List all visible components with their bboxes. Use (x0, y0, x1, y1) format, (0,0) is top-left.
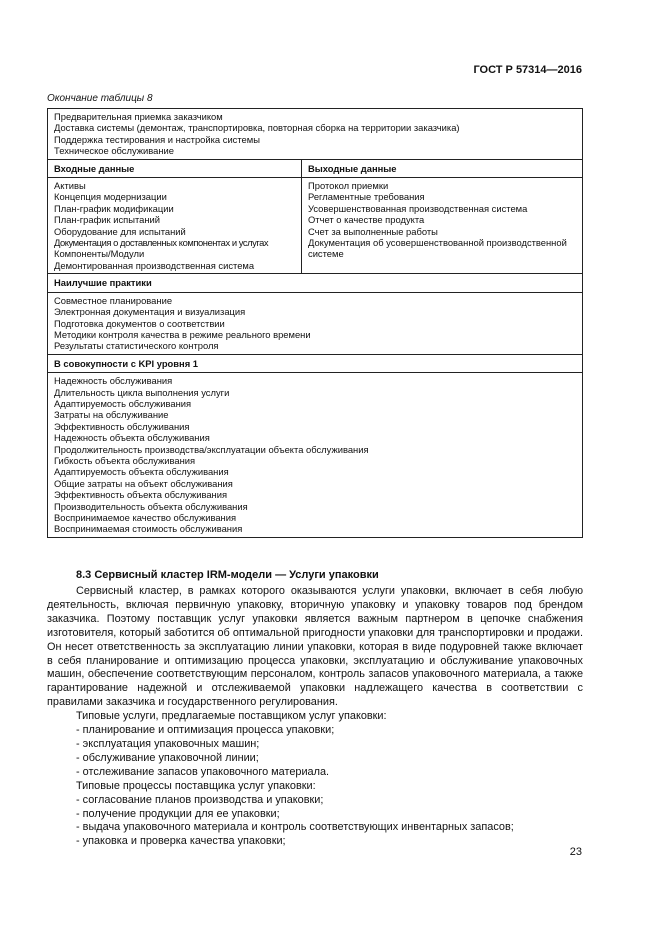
list-item: Методики контроля качества в режиме реального времени (54, 328, 311, 340)
list-item: Надежность объекта обслуживания (54, 432, 210, 444)
list-item: Воспринимаемое качество обслуживания (54, 512, 237, 523)
list-item: Эффективность объекта обслуживания (54, 489, 228, 501)
list-item: Длительность цикла выполнения услуги (54, 386, 230, 398)
list-item: - согласование планов производства и упаковки; (76, 793, 324, 806)
table-row (48, 354, 583, 372)
list-item: Эффективность обслуживания (54, 420, 190, 432)
services-intro: Типовые услуги, предлагаемые поставщиком услуг упаковки: (76, 710, 387, 723)
inputs-cell (48, 178, 302, 274)
best-practices-cell (48, 292, 583, 354)
body-paragraph: Сервисный кластер, в рамках которого оказываются услуги упаковки, включает в себя любую деятельность, включая первичную упаковку, вторичную упаковку и упаковку товаров под брендом заказчика. Поэтому поставщик услуг упаковки является важным партнером в цепочке снабжения изготовителя, который заботится об оптимальной пригодности упаковки для транспортировки и продажи. Он несет ответственность за эксплуатацию линии упаковки, которая в виде подуровней также включает в себя планирование и оптимизацию процесса упаковки, эксплуатацию и обслуживание упаковочных машин, обеспечение соответствующим персоналом, контроль запасов упаковочного материала, а также гарантирование надежной и отслеживаемой упаковки надлежащего качества в соответствии с правилами заказчика и государственного регулирования. (47, 585, 583, 709)
best-practices-header: Наилучшие практики (48, 274, 583, 292)
page-number: 23 (569, 846, 582, 858)
list-item: - упаковка и проверка качества упаковки; (76, 835, 286, 848)
list-item: Надежность обслуживания (54, 375, 173, 387)
document-id: ГОСТ Р 57314—2016 (473, 64, 582, 76)
table-row (48, 373, 583, 538)
kpi-cell (48, 373, 583, 538)
list-item: - отслеживание запасов упаковочного материала. (76, 765, 330, 778)
section-title: 8.3 Сервисный кластер IRM-модели — Услуги упаковки (76, 569, 379, 581)
list-item: Гибкость объекта обслуживания (54, 454, 196, 466)
list-item: Усовершенствованная производственная система (308, 202, 528, 214)
outputs-cell (302, 178, 583, 274)
table-caption: Окончание таблицы 8 (47, 93, 153, 104)
list-item: Продолжительность производства/эксплуатации объекта обслуживания (54, 443, 369, 455)
section-body (47, 585, 583, 849)
list-item: Адаптируемость объекта обслуживания (54, 466, 229, 478)
list-item: Техническое обслуживание (54, 145, 174, 157)
list-item: Производительность объекта обслуживания (54, 500, 248, 512)
list-item: План-график испытаний (54, 214, 161, 226)
list-item: - эксплуатация упаковочных машин; (76, 737, 260, 750)
list-item: Оборудование для испытаний (54, 225, 186, 237)
table-row (48, 109, 583, 160)
list-item: Доставка системы (демонтаж, транспортировка, повторная сборка на территории заказчика) (54, 122, 460, 134)
list-item: Результаты статистического контроля (54, 340, 219, 352)
list-item: Компоненты/Модули (54, 248, 145, 260)
input-header: Входные данные (48, 159, 302, 177)
list-item: - обслуживание упаковочной линии; (76, 751, 259, 764)
table-row (48, 292, 583, 354)
list-item: - выдача упаковочного материала и контроль соответствующих инвентарных запасов; (76, 821, 514, 834)
list-item: Регламентные требования (308, 191, 425, 203)
list-item: Воспринимаемая стоимость обслуживания (54, 523, 243, 535)
list-item: Поддержка тестирования и настройка системы (54, 133, 260, 145)
list-item: Документация о доставленных компонентах и услугах (54, 237, 269, 249)
list-item: План-график модификации (54, 202, 174, 214)
kpi-header: В совокупности с KPI уровня 1 (48, 354, 583, 372)
list-item: - планирование и оптимизация процесса упаковки; (76, 724, 335, 737)
list-item: - получение продукции для ее упаковки; (76, 807, 280, 820)
table-row (48, 159, 583, 177)
list-item: Предварительная приемка заказчиком (54, 111, 223, 122)
list-item: Подготовка документов о соответствии (54, 317, 225, 329)
output-header: Выходные данные (302, 159, 583, 177)
list-item: Протокол приемки (308, 180, 389, 192)
list-item: Электронная документация и визуализация (54, 306, 246, 318)
list-item: Общие затраты на объект обслуживания (54, 477, 233, 489)
list-item: Совместное планирование (54, 294, 173, 306)
list-item: Счет за выполненные работы (308, 225, 438, 237)
list-item: Затраты на обслуживание (54, 409, 169, 421)
top-activities-cell (48, 109, 583, 160)
list-item: Концепция модернизации (54, 191, 167, 203)
table-row (48, 178, 583, 274)
table-8 (47, 108, 583, 538)
processes-intro: Типовые процессы поставщика услуг упаковки: (76, 779, 316, 792)
list-item: Адаптируемость обслуживания (54, 397, 192, 409)
table-row (48, 274, 583, 292)
list-item: Демонтированная производственная система (54, 259, 255, 271)
list-item: Отчет о качестве продукта (308, 214, 425, 226)
list-item: Активы (54, 180, 86, 192)
list-item: Документация об усовершенствованной производственной системе (308, 237, 567, 260)
